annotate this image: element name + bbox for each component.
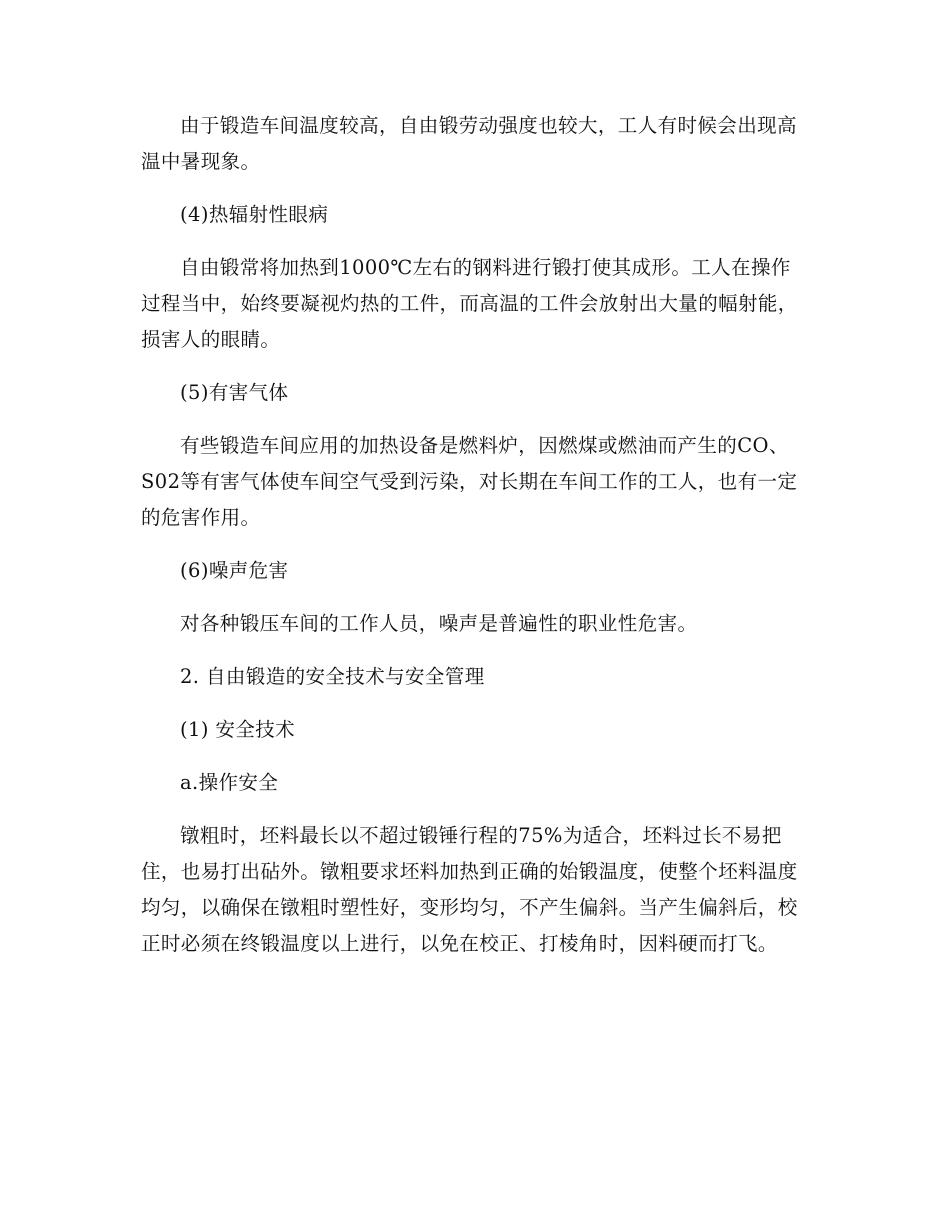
heading-harmful-gas: (5)有害气体 [180, 381, 289, 404]
heading-operation-safety: a.操作安全 [180, 771, 279, 794]
heading-safety-technology-management: 2. 自由锻造的安全技术与安全管理 [180, 665, 485, 688]
paragraph-harmful-gas: 有些锻造车间应用的加热设备是燃料炉，因燃煤或燃油而产生的CO、S02等有害气体使车间空气受到污染，对长期在车间工作的工人，也有一定的危害作用。 [141, 434, 798, 529]
paragraph-noise: 对各种锻压车间的工作人员，噪声是普遍性的职业性危害。 [180, 612, 698, 635]
heading-noise-hazard: (6)噪声危害 [180, 559, 289, 582]
document-body [141, 108, 801, 979]
heading-heat-radiation-eye-disease: (4)热辐射性眼病 [180, 203, 329, 226]
paragraph-heatstroke: 由于锻造车间温度较高，自由锻劳动强度也较大，工人有时候会出现高温中暑现象。 [141, 114, 797, 173]
paragraph-heat-radiation: 自由锻常将加热到1000℃左右的钢料进行锻打使其成形。工人在操作过程当中，始终要凝视灼热的工件，而高温的工件会放射出大量的幅射能，损害人的眼睛。 [141, 256, 798, 351]
paragraph-upsetting: 镦粗时，坯料最长以不超过锻锤行程的75%为适合，坯料过长不易把住，也易打出砧外。镦粗要求坯料加热到正确的始锻温度，使整个坯料温度均匀，以确保在镦粗时塑性好，变形均匀，不产生偏斜。当产生偏斜后，校正时必须在终锻温度以上进行，以免在校正、打棱角时，因料硬而打飞。 [141, 824, 798, 955]
heading-safety-technology: (1) 安全技术 [180, 718, 296, 741]
